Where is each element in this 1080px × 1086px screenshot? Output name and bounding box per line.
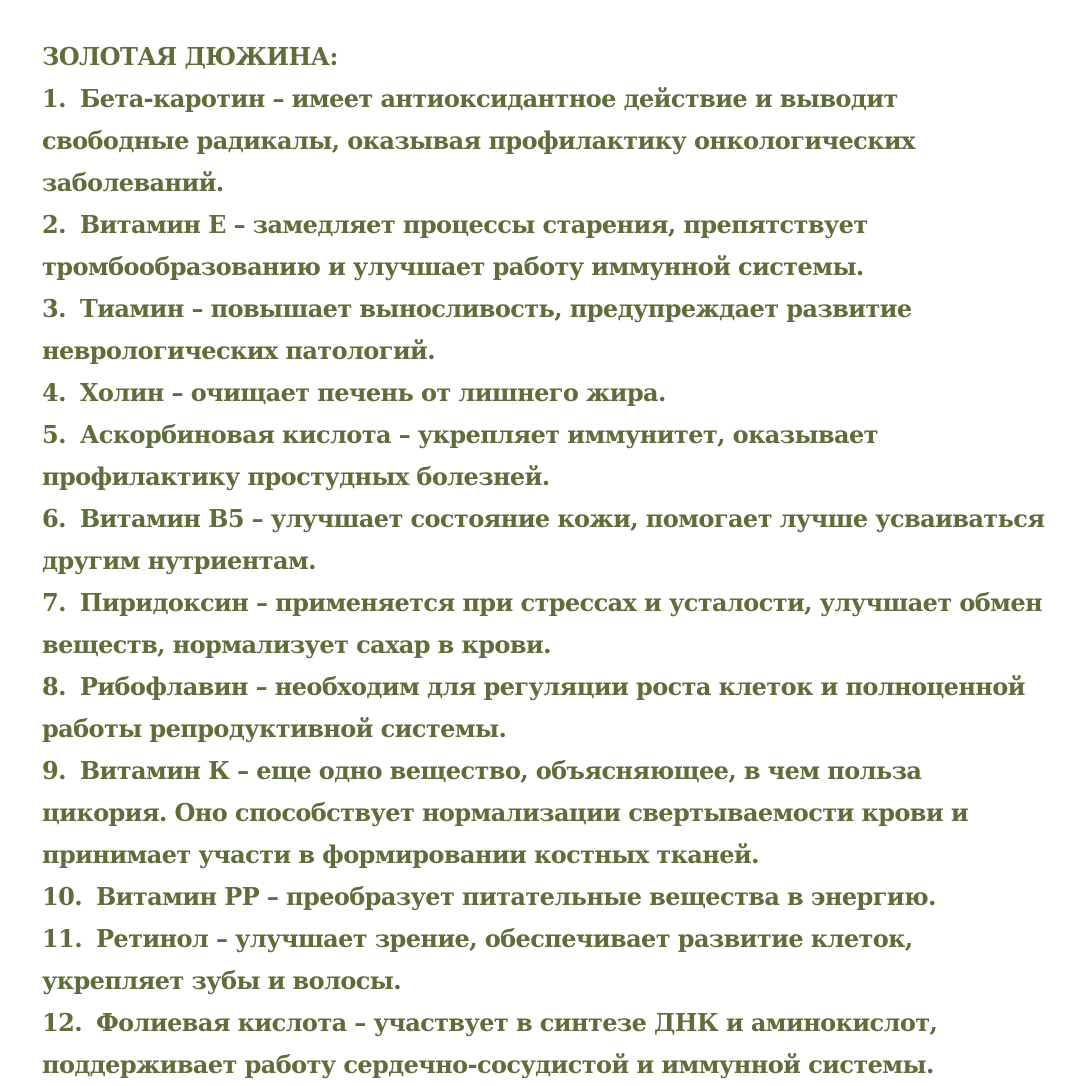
benefits-list [42, 78, 1050, 1086]
page-title: ЗОЛОТАЯ ДЮЖИНА: [42, 42, 338, 71]
item-number: 7. [42, 588, 66, 617]
item-text: Рибофлавин – необходим для регуляции роста клеток и полноценной работы репродуктивной системы. [42, 672, 1025, 743]
list-item-4 [42, 372, 1050, 414]
item-text: Бета-каротин – имеет антиоксидантное действие и выводит свободные радикалы, оказывая профилактику онкологических заболеваний. [42, 84, 915, 197]
item-number: 11. [42, 924, 82, 953]
item-text: Аскорбиновая кислота – укрепляет иммунитет, оказывает профилактику простудных болезней. [42, 420, 878, 491]
list-item-5 [42, 414, 1050, 498]
list-item-3 [42, 288, 1050, 372]
item-text: Фолиевая кислота – участвует в синтезе ДНК и аминокислот, поддерживает работу сердечно-сосудистой и иммунной системы. [42, 1008, 938, 1079]
item-number: 12. [42, 1008, 82, 1037]
item-number: 4. [42, 378, 66, 407]
item-text: Холин – очищает печень от лишнего жира. [79, 378, 666, 407]
item-number: 8. [42, 672, 66, 701]
item-text: Витамин К – еще одно вещество, объясняющее, в чем польза цикория. Оно способствует нормализации свертываемости крови и принимает участи в формировании костных тканей. [42, 756, 969, 869]
item-number: 1. [42, 84, 66, 113]
list-item-8 [42, 666, 1050, 750]
item-number: 9. [42, 756, 66, 785]
item-text: Пиридоксин – применяется при стрессах и усталости, улучшает обмен веществ, нормализует сахар в крови. [42, 588, 1043, 659]
item-number: 6. [42, 504, 66, 533]
item-text: Витамин Е – замедляет процессы старения, препятствует тромбообразованию и улучшает работу иммунной системы. [42, 210, 868, 281]
list-item-9 [42, 750, 1050, 876]
item-text: Витамин РР – преобразует питательные вещества в энергию. [95, 882, 936, 911]
list-item-10 [42, 876, 1050, 918]
list-item-1 [42, 78, 1050, 204]
item-number: 10. [42, 882, 82, 911]
list-item-6 [42, 498, 1050, 582]
item-number: 3. [42, 294, 66, 323]
list-item-11 [42, 918, 1050, 1002]
item-number: 5. [42, 420, 66, 449]
item-number: 2. [42, 210, 66, 239]
item-text: Витамин В5 – улучшает состояние кожи, помогает лучше усваиваться другим нутриентам. [42, 504, 1045, 575]
list-item-7 [42, 582, 1050, 666]
item-text: Ретинол – улучшает зрение, обеспечивает развитие клеток, укрепляет зубы и волосы. [42, 924, 913, 995]
item-text: Тиамин – повышает выносливость, предупреждает развитие неврологических патологий. [42, 294, 912, 365]
list-item-12 [42, 1002, 1050, 1086]
list-item-2 [42, 204, 1050, 288]
